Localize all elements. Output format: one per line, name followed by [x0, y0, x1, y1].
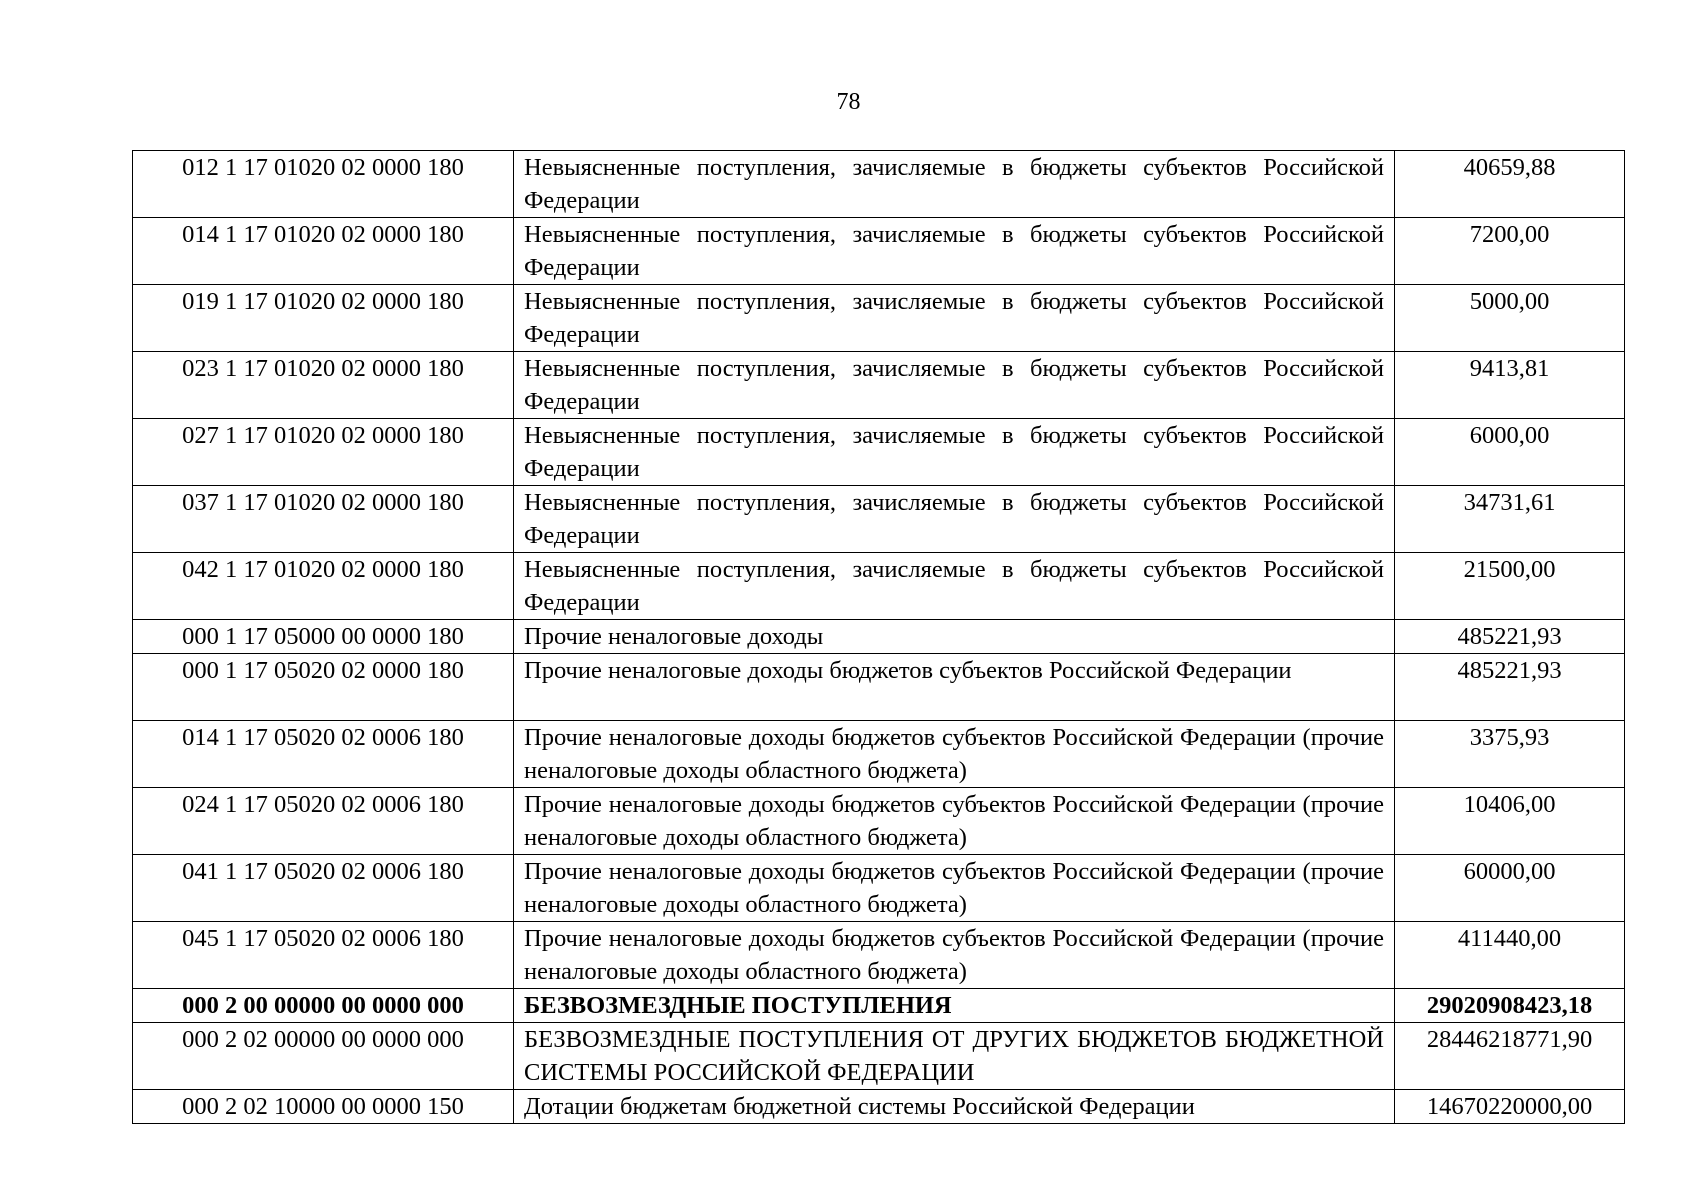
revenue-name: Прочие неналоговые доходы бюджетов субъектов Российской Федерации (прочие неналоговые доходы областного бюджета) — [514, 788, 1395, 855]
budget-classification-code: 037 1 17 01020 02 0000 180 — [133, 486, 514, 553]
budget-classification-code: 019 1 17 01020 02 0000 180 — [133, 285, 514, 352]
table-row — [133, 151, 1625, 218]
table-row — [133, 989, 1625, 1023]
budget-classification-code: 000 2 00 00000 00 0000 000 — [133, 989, 514, 1023]
revenue-amount: 411440,00 — [1395, 922, 1625, 989]
budget-classification-code: 014 1 17 01020 02 0000 180 — [133, 218, 514, 285]
budget-classification-code: 000 1 17 05020 02 0000 180 — [133, 654, 514, 721]
revenue-name: Невыясненные поступления, зачисляемые в бюджеты субъектов Российской Федерации — [514, 151, 1395, 218]
revenue-name: Невыясненные поступления, зачисляемые в бюджеты субъектов Российской Федерации — [514, 285, 1395, 352]
revenue-amount: 28446218771,90 — [1395, 1023, 1625, 1090]
budget-classification-code: 042 1 17 01020 02 0000 180 — [133, 553, 514, 620]
revenue-name: Прочие неналоговые доходы бюджетов субъектов Российской Федерации (прочие неналоговые доходы областного бюджета) — [514, 922, 1395, 989]
budget-classification-code: 023 1 17 01020 02 0000 180 — [133, 352, 514, 419]
revenue-name: Невыясненные поступления, зачисляемые в бюджеты субъектов Российской Федерации — [514, 553, 1395, 620]
revenue-amount: 485221,93 — [1395, 620, 1625, 654]
table-row — [133, 285, 1625, 352]
page-number: 78 — [836, 89, 861, 115]
revenue-amount: 7200,00 — [1395, 218, 1625, 285]
table-row — [133, 419, 1625, 486]
revenue-name: Невыясненные поступления, зачисляемые в бюджеты субъектов Российской Федерации — [514, 419, 1395, 486]
revenue-name: Невыясненные поступления, зачисляемые в бюджеты субъектов Российской Федерации — [514, 218, 1395, 285]
table-row — [133, 1023, 1625, 1090]
revenue-name: Прочие неналоговые доходы бюджетов субъектов Российской Федерации (прочие неналоговые доходы областного бюджета) — [514, 855, 1395, 922]
revenue-name: Прочие неналоговые доходы бюджетов субъектов Российской Федерации — [514, 654, 1395, 721]
revenue-amount: 485221,93 — [1395, 654, 1625, 721]
budget-classification-code: 000 1 17 05000 00 0000 180 — [133, 620, 514, 654]
table-row — [133, 922, 1625, 989]
revenue-name: Прочие неналоговые доходы — [514, 620, 1395, 654]
table-row — [133, 218, 1625, 285]
budget-classification-code: 027 1 17 01020 02 0000 180 — [133, 419, 514, 486]
table-row — [133, 553, 1625, 620]
table-row — [133, 855, 1625, 922]
revenue-amount: 14670220000,00 — [1395, 1090, 1625, 1124]
revenue-name: Дотации бюджетам бюджетной системы Российской Федерации — [514, 1090, 1395, 1124]
budget-revenue-table — [132, 150, 1625, 1124]
table-row — [133, 788, 1625, 855]
table-row — [133, 1090, 1625, 1124]
table-row — [133, 620, 1625, 654]
revenue-name: Невыясненные поступления, зачисляемые в бюджеты субъектов Российской Федерации — [514, 352, 1395, 419]
table-row — [133, 352, 1625, 419]
table-row — [133, 654, 1625, 721]
budget-classification-code: 045 1 17 05020 02 0006 180 — [133, 922, 514, 989]
revenue-amount: 60000,00 — [1395, 855, 1625, 922]
revenue-amount: 6000,00 — [1395, 419, 1625, 486]
revenue-amount: 3375,93 — [1395, 721, 1625, 788]
revenue-amount: 29020908423,18 — [1395, 989, 1625, 1023]
revenue-amount: 5000,00 — [1395, 285, 1625, 352]
revenue-amount: 10406,00 — [1395, 788, 1625, 855]
revenue-name: Невыясненные поступления, зачисляемые в бюджеты субъектов Российской Федерации — [514, 486, 1395, 553]
budget-classification-code: 000 2 02 10000 00 0000 150 — [133, 1090, 514, 1124]
revenue-name: БЕЗВОЗМЕЗДНЫЕ ПОСТУПЛЕНИЯ ОТ ДРУГИХ БЮДЖЕТОВ БЮДЖЕТНОЙ СИСТЕМЫ РОССИЙСКОЙ ФЕДЕРАЦИИ — [514, 1023, 1395, 1090]
budget-classification-code: 041 1 17 05020 02 0006 180 — [133, 855, 514, 922]
revenue-amount: 34731,61 — [1395, 486, 1625, 553]
budget-classification-code: 012 1 17 01020 02 0000 180 — [133, 151, 514, 218]
revenue-amount: 40659,88 — [1395, 151, 1625, 218]
revenue-amount: 21500,00 — [1395, 553, 1625, 620]
table-row — [133, 486, 1625, 553]
table-row — [133, 721, 1625, 788]
budget-classification-code: 024 1 17 05020 02 0006 180 — [133, 788, 514, 855]
budget-classification-code: 000 2 02 00000 00 0000 000 — [133, 1023, 514, 1090]
revenue-name: Прочие неналоговые доходы бюджетов субъектов Российской Федерации (прочие неналоговые доходы областного бюджета) — [514, 721, 1395, 788]
budget-classification-code: 014 1 17 05020 02 0006 180 — [133, 721, 514, 788]
revenue-amount: 9413,81 — [1395, 352, 1625, 419]
table-body — [133, 151, 1625, 1124]
revenue-name: БЕЗВОЗМЕЗДНЫЕ ПОСТУПЛЕНИЯ — [514, 989, 1395, 1023]
